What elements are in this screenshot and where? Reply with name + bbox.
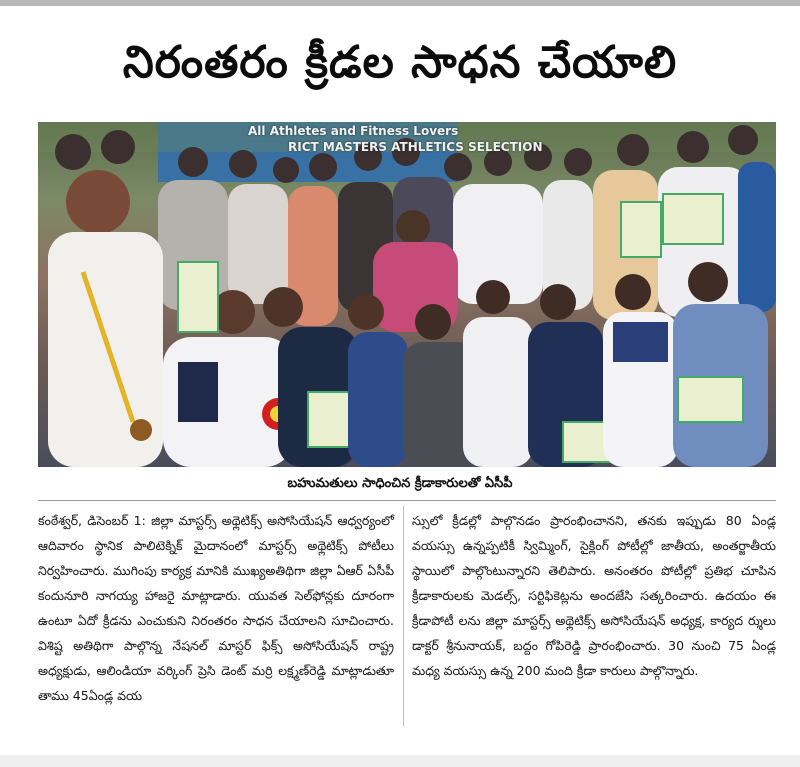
article-body-right: స్సులో క్రీడల్లో పాల్గొనడం ప్రారంభించానని, తనకు ఇప్పుడు 80 ఏండ్ల వయస్సు ఉన్నప్పటికీ స్విమ్మింగ్‌, సైక్లింగ్‌ పోటీల్లో జాతీయ, అంతర్జాతీయ స్థాయిలో పాల్గొంటున్నారని తెలిపారు. అనంతరం పోటీల్లో ప్రతిభ చూపిన క్రీడాకారులకు మెడల్స్‌, సర్టిఫికెట్లను అందజేసి సత్కరించారు. ఉదయం ఈ క్రీడాపోటీ లను జిల్లా మాస్టర్స్‌ అథ్లెటిక్స్‌ అసోసియేషన్‌ అధ్యక్ష, కార్యద ర్శులు డాక్టర్‌ శ్రీనునాయక్‌, బద్దం గోపిరెడ్డి ప్రారంభించారు. 30 నుంచి 75 ఏండ్ల మధ్య వయస్సు ఉన్న 200 మంది క్రీడా కారులు పాల్గొన్నారు. <box>412 513 776 678</box>
caption-rule <box>38 500 776 501</box>
page-top-strip <box>0 0 800 6</box>
article-photo <box>38 122 776 467</box>
photo-banner-line1: All Athletes and Fitness Lovers <box>248 124 459 138</box>
column-divider <box>403 506 404 726</box>
photo-banner-line2: RICT MASTERS ATHLETICS SELECTION <box>288 140 543 154</box>
page-bottom-strip <box>0 755 800 767</box>
article-headline: నిరంతరం క్రీడల సాధన చేయాలి <box>122 37 678 88</box>
photo-caption: బహుమతులు సాధించిన క్రీడాకారులతో ఏసీపీ <box>287 476 513 491</box>
article-column-left <box>38 508 394 708</box>
article-body-left: కంఠేశ్వర్‌, డిసెంబర్‌ 1: జిల్లా మాస్టర్స్‌ అథ్లెటిక్స్‌ అసోసియేషన్‌ ఆధ్వర్యంలో ఆదివారం స్థానిక పాలిటెక్నిక్‌ మైదానంలో మాస్టర్స్‌ అథ్లెటిక్స్‌ పోటీలు నిర్వహించారు. ముగింపు కార్యక్ర మానికి ముఖ్యఅతిథిగా జిల్లా ఏఆర్‌ ఏసీపీ కందునూరి నాగయ్య హాజరై మాట్లాడారు. యువత సెల్‌ఫోన్లకు దూరంగా ఉంటూ ఏదో క్రీడను ఎంచుకుని నిరంతరం సాధన చేయాలని సూచించారు. విశిష్ట అతిథిగా పాల్గొన్న నేషనల్‌ మాస్టర్‌ ఫిక్స్‌ అసోసియేషన్‌ రాష్ట్ర అధ్యక్షుడు, ఆలిండియా వర్కింగ్‌ ప్రెసి డెంట్‌ మర్రి లక్ష్మణ్‌రెడ్డి మాట్లాడుతూ తాము 45ఏండ్ల వయ <box>38 513 394 703</box>
article-column-right <box>412 508 776 683</box>
group-photo-illustration <box>38 122 776 467</box>
